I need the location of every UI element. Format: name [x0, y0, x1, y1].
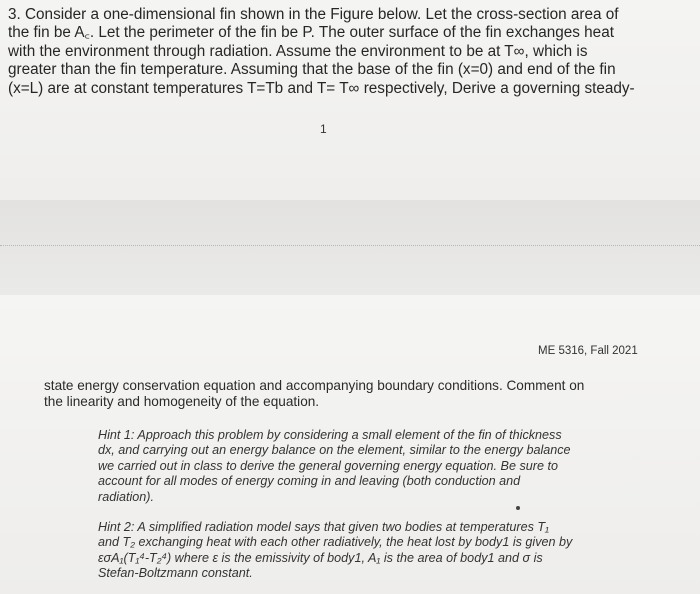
hint-one: [98, 428, 658, 505]
hint-line: Hint 1: Approach this problem by considering a small element of the fin of thickness: [98, 428, 562, 442]
question-line: with the environment through radiation. Assume the environment to be at T∞, which is: [8, 42, 588, 60]
continuation-paragraph: [44, 378, 664, 410]
question-line: greater than the fin temperature. Assuming that the base of the fin (x=0) and end of the fin: [8, 61, 616, 79]
page-break-divider: [0, 245, 700, 246]
course-header: ME 5316, Fall 2021: [538, 345, 638, 357]
hint-line: dx, and carrying out an energy balance on the element, similar to the energy balance: [98, 443, 571, 458]
hint-line: Stefan-Boltzmann constant.: [98, 566, 253, 581]
hint-two: [98, 520, 658, 582]
hint-line: Hint 2: A simplified radiation model says that given two bodies at temperatures T₁: [98, 520, 550, 534]
hint-line: radiation).: [98, 489, 155, 504]
hint-line: εσA₁(T₁⁴-T₂⁴) where ε is the emissivity of body1, A₁ is the area of body1 and σ is: [98, 550, 543, 565]
hint-line: account for all modes of energy coming in and leaving (both conduction and: [98, 474, 521, 489]
stray-dot-mark: [516, 506, 520, 510]
continuation-line: the linearity and homogeneity of the equation.: [44, 394, 320, 409]
question-line: 3. Consider a one-dimensional fin shown in the Figure below. Let the cross-section area of: [8, 6, 619, 23]
hint-line: we carried out in class to derive the general governing energy equation. Be sure to: [98, 458, 558, 473]
hint-line: and T₂ exchanging heat with each other radiatively, the heat lost by body1 is given by: [98, 535, 573, 550]
question-paragraph: [8, 6, 648, 98]
question-line: the fin be A꜀. Let the perimeter of the fin be P. The outer surface of the fin exchanges heat: [8, 24, 614, 42]
page-break: [0, 200, 700, 295]
page-number: 1: [320, 122, 327, 136]
question-line: (x=L) are at constant temperatures T=Tb and T= T∞ respectively, Derive a governing steady-: [8, 79, 635, 97]
continuation-line: state energy conservation equation and accompanying boundary conditions. Comment on: [44, 378, 585, 393]
page-one: [0, 0, 700, 200]
